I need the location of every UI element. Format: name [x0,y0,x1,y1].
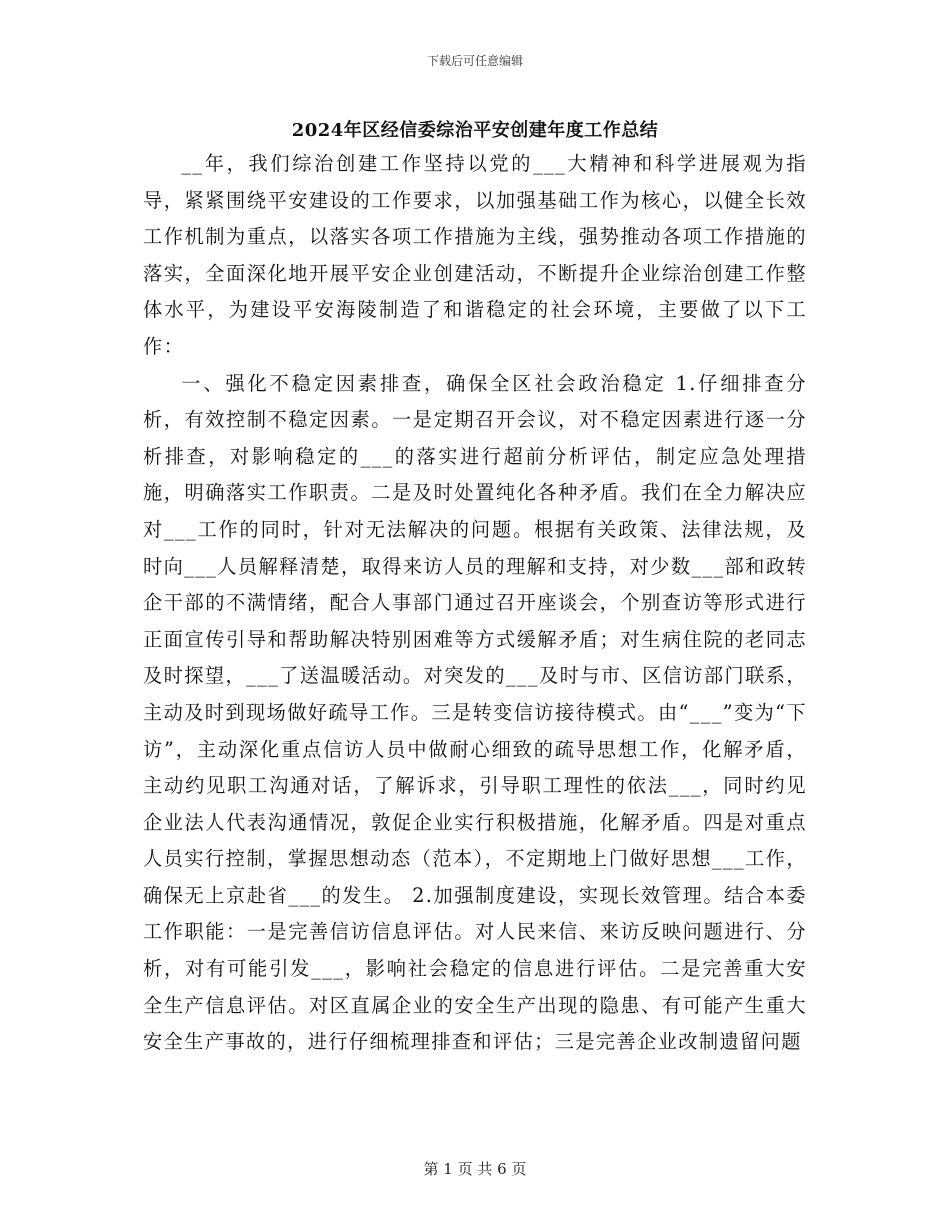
document-title: 2024年区经信委综治平安创建年度工作总结 [291,120,659,141]
page-header-note: 下载后可任意编辑 [426,54,523,68]
paragraph-section-1: 一、强化不稳定因素排查，确保全区社会政治稳定 1.仔细排查分析，有效控制不稳定因素。一是定期召开会议，对不稳定因素进行逐一分析排查，对影响稳定的___的落实进行超前分析评估，制定应急处理措施，明确落实工作职责。二是及时处置纯化各种矛盾。我们在全力解决应对___工作的同时，针对无法解决的问题。根据有关政策、法律法规，及时向___人员解释清楚，取得来访人员的理解和支持，对少数___部和政转企干部的不满情绪，配合人事部门通过召开座谈会，个别查访等形式进行正面宣传引导和帮助解决特别困难等方式缓解矛盾；对生病住院的老同志及时探望，___了送温暖活动。对突发的___及时与市、区信访部门联系，主动及时到现场做好疏导工作。三是转变信访接待模式。由“___”变为“下访”，主动深化重点信访人员中做耐心细致的疏导思想工作，化解矛盾，主动约见职工沟通对话，了解诉求，引导职工理性的依法___，同时约见企业法人代表沟通情况，敦促企业实行积极措施，化解矛盾。四是对重点人员实行控制，掌握思想动态（范本），不定期地上门做好思想___工作，确保无上京赴省___的发生。 2.加强制度建设，实现长效管理。结合本委工作职能：一是完善信访信息评估。对人民来信、来访反映问题进行、分析，对有可能引发___，影响社会稳定的信息进行评估。二是完善重大安全生产信息评估。对区直属企业的安全生产出现的隐患、有可能产生重大安全生产事故的，进行仔细梳理排查和评估；三是完善企业改制遗留问题 [143,371,807,1054]
page-number: 第 1 页 共 6 页 [423,1160,527,1178]
paragraph-intro: __年，我们综治创建工作坚持以党的___大精神和科学进展观为指导，紧紧围绕平安建设的工作要求，以加强基础工作为核心，以健全长效工作机制为重点，以落实各项工作措施为主线，强势推动各项工作措施的落实，全面深化地开展平安企业创建活动，不断提升企业综治创建工作整体水平，为建设平安海陵制造了和谐稳定的社会环境，主要做了以下工作： [143,152,807,358]
document-body [143,146,807,1061]
